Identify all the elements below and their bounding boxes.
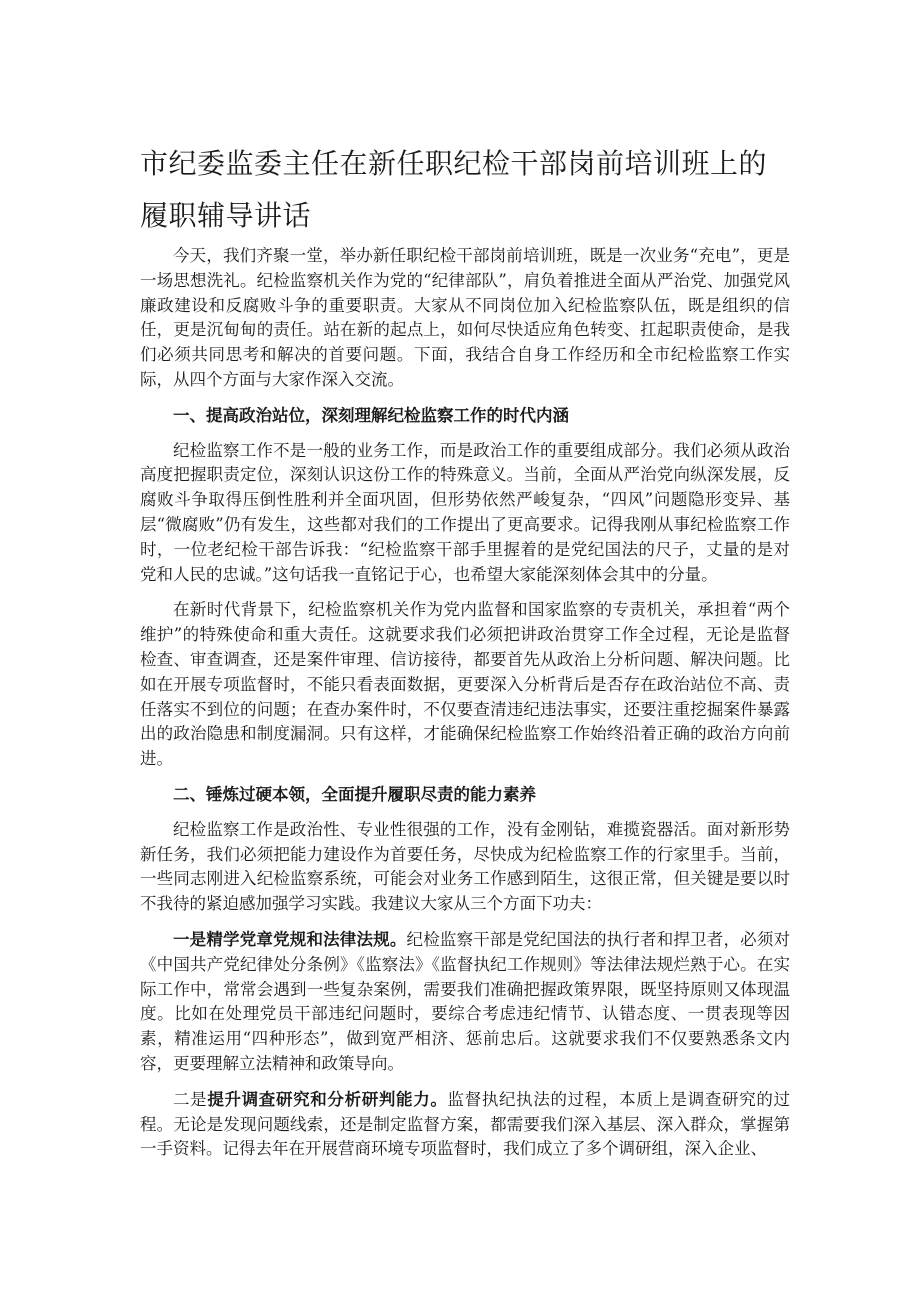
point-1-lead: 一是精学党章党规和法律法规。 — [173, 929, 407, 949]
title-line-1: 市纪委监委主任在新任职纪检干部岗前培训班上的 — [140, 147, 768, 180]
intro-paragraph: 今天，我们齐聚一堂，举办新任职纪检干部岗前培训班，既是一次业务“充电”，更是一场思想洗礼。纪检监察机关作为党的“纪律部队”，肩负着推进全面从严治党、加强党风廉政建设和反腐败斗争的重要职责。大家从不同岗位加入纪检监察队伍，既是组织的信任，更是沉甸甸的责任。站在新的起点上，如何尽快适应角色转变、扛起职责使命，是我们必须共同思考和解决的首要问题。下面，我结合自身工作经历和全市纪检监察工作实际，从四个方面与大家作深入交流。 — [140, 246, 790, 389]
document-title — [140, 138, 800, 242]
section-1-heading: 一、提高政治站位，深刻理解纪检监察工作的时代内涵 — [173, 405, 569, 425]
point-1-text: 纪检监察干部是党纪国法的执行者和捍卫者，必须对《中国共产党纪律处分条例》《监察法》《监督执纪工作规则》等法律法规烂熟于心。在实际工作中，常常会遇到一些复杂案例，需要我们准确把握政策界限，既坚持原则又体现温度。比如在处理党员干部违纪问题时，要综合考虑违纪情节、认错态度、一贯表现等因素，精准运用“四种形态”，做到宽严相济、惩前忠后。这就要求我们不仅要熟悉条文内容，更要理解立法精神和政策导向。 — [140, 929, 791, 1073]
section-2-paragraph-1: 纪检监察工作是政治性、专业性很强的工作，没有金刚钻，难揽瓷器活。面对新形势新任务，我们必须把能力建设作为首要任务，尽快成为纪检监察工作的行家里手。当前，一些同志刚进入纪检监察系统，可能会对业务工作感到陌生，这很正常，但关键是要以时不我待的紧迫感加强学习实践。我建议大家从三个方面下功夫： — [140, 819, 790, 914]
point-2-lead: 提升调查研究和分析研判能力。 — [207, 1089, 448, 1109]
section-1-paragraph-2: 在新时代背景下，纪检监察机关作为党内监督和国家监察的专责机关，承担着“两个维护”的特殊使命和重大责任。这就要求我们必须把讲政治贯穿工作全过程，无论是监督检查、审查调查，还是案件审理、信访接待，都要首先从政治上分析问题、解决问题。比如在开展专项监督时，不能只看表面数据，更要深入分析背后是否存在政治站位不高、责任落实不到位的问题；在查办案件时，不仅要查清违纪违法事实，还要注重挖掘案件暴露出的政治隐患和制度漏洞。只有这样，才能确保纪检监察工作始终沿着正确的政治方向前进。 — [140, 600, 790, 769]
point-2-prefix: 二是 — [173, 1089, 208, 1109]
section-1-paragraph-1: 纪检监察工作不是一般的业务工作，而是政治工作的重要组成部分。我们必须从政治高度把握职责定位，深刻认识这份工作的特殊意义。当前，全面从严治党向纵深发展，反腐败斗争取得压倒性胜利并全面巩固，但形势依然严峻复杂，“四风”问题隐形变异、基层“微腐败”仍有发生，这些都对我们的工作提出了更高要求。记得我刚从事纪检监察工作时，一位老纪检干部告诉我：“纪检监察干部手里握着的是党纪国法的尺子，丈量的是对党和人民的忠诚。”这句话我一直铭记于心，也希望大家能深刻体会其中的分量。 — [140, 440, 790, 584]
section-2-paragraph-2 — [140, 928, 790, 1077]
point-2-text: 监督执纪执法的过程，本质上是调查研究的过程。无论是发现问题线索，还是制定监督方案，都需要我们深入基层、深入群众，掌握第一手资料。记得去年在开展营商环境专项监督时，我们成立了多个调研组，深入企业、 — [140, 1089, 791, 1159]
title-line-2: 履职辅导讲话 — [140, 199, 312, 232]
section-2-paragraph-3 — [140, 1088, 790, 1162]
document-body — [140, 244, 790, 1173]
section-2-heading: 二、锤炼过硬本领，全面提升履职尽责的能力素养 — [173, 784, 536, 804]
